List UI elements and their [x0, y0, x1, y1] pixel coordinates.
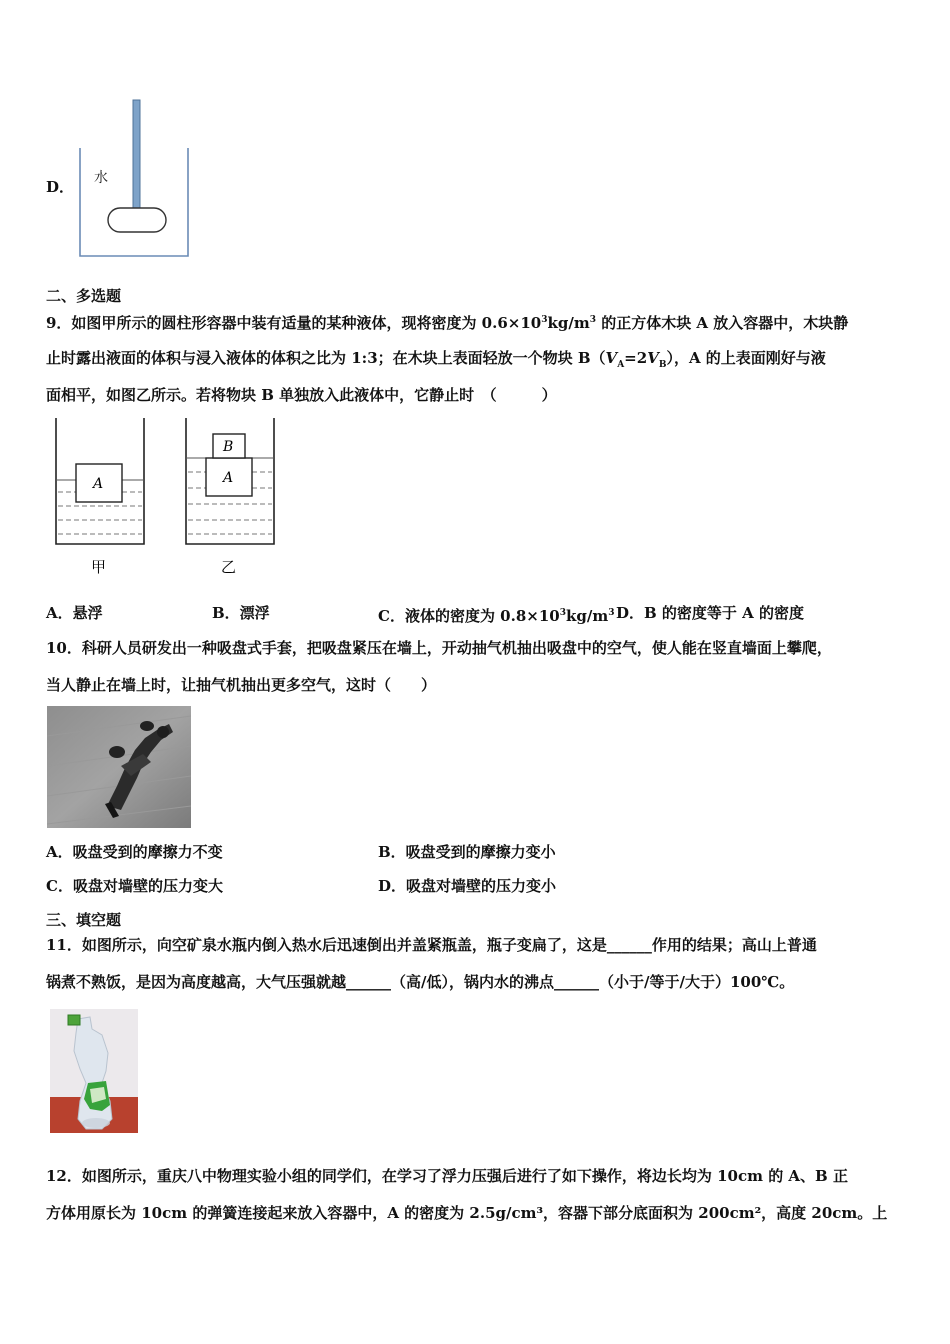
- volume-symbol: V: [605, 349, 618, 367]
- q11-bottle-photo: [50, 1009, 138, 1133]
- q9-line-3: 面相平，如图乙所示。若将物块 B 单独放入此液体中，它静止时 （ ）: [46, 386, 557, 404]
- q9-text: 9．如图甲所示的圆柱形容器中装有适量的某种液体，现将密度为 0.6×10: [46, 314, 542, 332]
- q9-figure: [46, 412, 296, 582]
- superscript: 3: [608, 608, 615, 618]
- option-text: C．液体的密度为 0.8×10: [378, 607, 560, 625]
- q10-option-d[interactable]: D．吸盘对墙壁的压力变小: [378, 877, 557, 895]
- block-b-label: B: [223, 439, 234, 455]
- q12-line-2: 方体用原长为 10cm 的弹簧连接起来放入容器中，A 的密度为 2.5g/cm³，容器下部分底面积为 200cm²，高度 20cm。上: [46, 1204, 888, 1222]
- q9-text: 的正方体木块 A 放入容器中，木块静: [595, 314, 849, 332]
- subscript: A: [617, 360, 625, 370]
- q9-text: kg/m: [547, 314, 590, 332]
- container-jia: [56, 418, 144, 544]
- subscript: B: [658, 360, 667, 370]
- q8-option-d-label[interactable]: D．: [46, 178, 75, 196]
- volume-symbol: V: [647, 349, 659, 367]
- q9-text: ），A 的上表面刚好与液: [666, 349, 826, 367]
- section-3-title: 三、填空题: [46, 911, 122, 929]
- section-2-title: 二、多选题: [46, 287, 122, 305]
- q9-option-d[interactable]: D．B 的密度等于 A 的密度: [616, 604, 804, 622]
- container-yi: [186, 418, 274, 544]
- q10-line-1: 10．科研人员研发出一种吸盘式手套，把吸盘紧压在墙上，开动抽气机抽出吸盘中的空气，使人能在竖直墙面上攀爬，: [46, 639, 832, 657]
- figure-label-jia: 甲: [91, 558, 107, 576]
- water-label: 水: [94, 170, 108, 186]
- superscript: 3: [541, 315, 548, 325]
- q9-line-1: [46, 310, 848, 333]
- q8-option-d-figure: [72, 96, 202, 266]
- q10-option-c[interactable]: C．吸盘对墙壁的压力变大: [46, 877, 223, 895]
- superscript: 3: [559, 608, 566, 618]
- q10-line-2: 当人静止在墙上时，让抽气机抽出更多空气，这时（ ）: [46, 676, 437, 694]
- block-a-label: A: [93, 476, 104, 492]
- q10-option-a[interactable]: A．吸盘受到的摩擦力不变: [46, 843, 223, 861]
- figure-label-yi: 乙: [221, 558, 237, 576]
- q11-line-1: 11．如图所示，向空矿泉水瓶内倒入热水后迅速倒出并盖紧瓶盖，瓶子变扁了，这是______作用的结果；高山上普通: [46, 936, 817, 954]
- q9-text: =2: [624, 349, 648, 367]
- q9-line-2: [46, 348, 826, 375]
- q9-option-a[interactable]: A．悬浮: [46, 604, 103, 622]
- q11-line-2: 锅煮不熟饭，是因为高度越高，大气压强就越______（高/低），锅内水的沸点______（小于/等于/大于）100℃。: [46, 973, 795, 991]
- option-text: kg/m: [565, 607, 609, 625]
- q9-option-c[interactable]: [378, 603, 614, 626]
- q10-climber-photo: [47, 706, 191, 828]
- q9-option-b[interactable]: B．漂浮: [212, 604, 270, 622]
- q10-option-b[interactable]: B．吸盘受到的摩擦力变小: [378, 843, 556, 861]
- q12-line-1: 12．如图所示，重庆八中物理实验小组的同学们，在学习了浮力压强后进行了如下操作，将边长均为 10cm 的 A、B 正: [46, 1167, 848, 1185]
- q9-text: 止时露出液面的体积与浸入液体的体积之比为 1:3；在木块上表面轻放一个物块 B（: [46, 349, 606, 367]
- block-a-label: A: [223, 470, 234, 486]
- superscript: 3: [589, 315, 596, 325]
